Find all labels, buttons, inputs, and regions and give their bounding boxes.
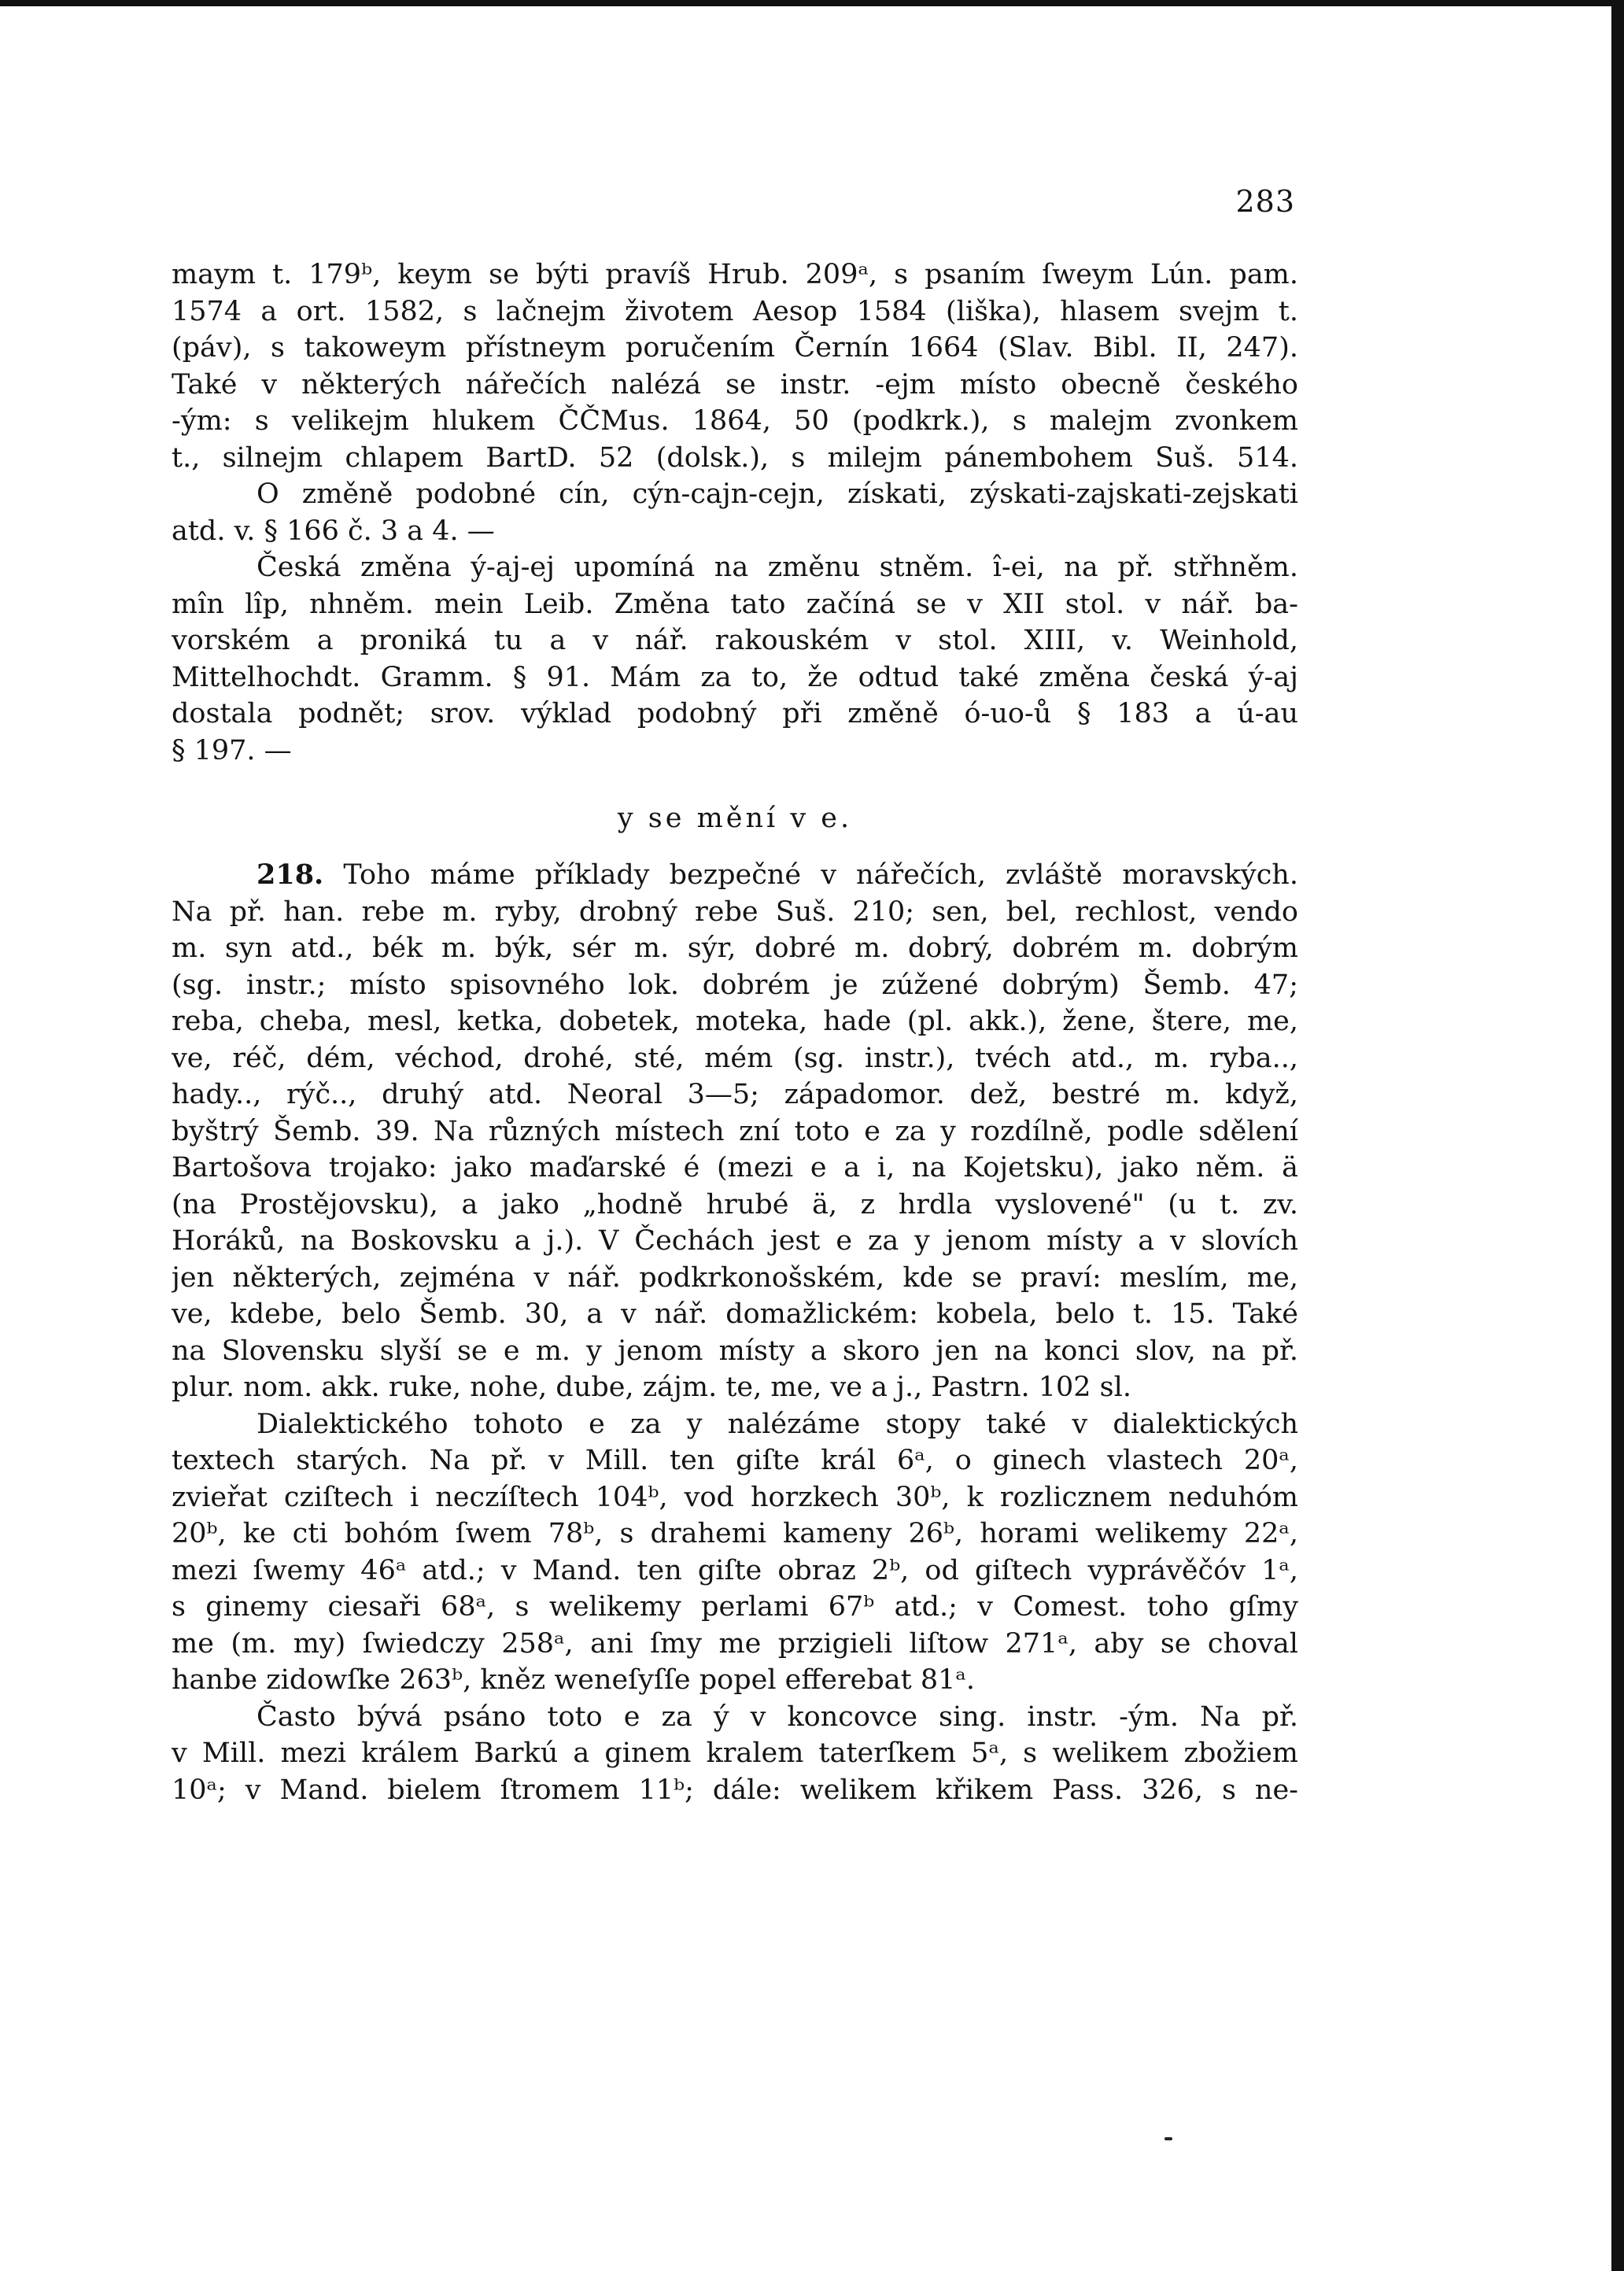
text-line: ve, kdebe, belo Šemb. 30, a v nář. domažlickém: kobela, belo t. 15. Také (172, 1298, 1298, 1330)
text-line: vorském a proniká tu a v nář. rakouském v stol. XIII, v. Weinhold, (172, 625, 1298, 656)
text-line: hady.., rýč.., druhý atd. Neoral 3—5; západomor. dež, bestré m. když, (172, 1079, 1298, 1110)
page-number: 283 (1235, 184, 1295, 219)
text-line: Dialektického tohoto e za y nalézáme stopy také v dialektických (257, 1408, 1298, 1440)
text-line: 20ᵇ, ke cti bohóm ſwem 78ᵇ, s drahemi kameny 26ᵇ, horami welikemy 22ᵃ, (172, 1518, 1298, 1549)
text-line: v Mill. mezi králem Barkú a ginem kralem taterſkem 5ᵃ, s welikem zbožiem (172, 1737, 1298, 1769)
text-line: (páv), s takoweym přístneym poručením Černín 1664 (Slav. Bibl. II, 247). (172, 332, 1298, 364)
text-line: § 197. — (172, 734, 292, 766)
scan-edge-right (1611, 0, 1624, 2271)
text-line: m. syn atd., bék m. býk, sér m. sýr, dobré m. dobrý, dobrém m. dobrým (172, 932, 1298, 964)
text-line: 10ᵃ; v Mand. bielem ſtromem 11ᵇ; dále: welikem křikem Pass. 326, s ne- (172, 1774, 1298, 1806)
text-line: Horáků, na Boskovsku a j.). V Čechách jest e za y jenom místy a v slovích (172, 1225, 1298, 1257)
section-heading: y se mění v e. (617, 803, 853, 834)
text-line: Také v některých nářečích nalézá se instr. -ejm místo obecně českého (172, 368, 1298, 401)
text-line: mîn lîp, nhněm. mein Leib. Změna tato začíná se v XII stol. v nář. ba- (172, 588, 1298, 620)
text-line: (na Prostějovsku), a jako „hodně hrubé ä, z hrdla vyslovené" (u t. zv. (172, 1188, 1298, 1220)
text-line (172, 857, 1298, 894)
text-line: jen některých, zejména v nář. podkrkonošském, kde se praví: meslím, me, (172, 1261, 1298, 1294)
text-line: maym t. 179ᵇ, keym se býti pravíš Hrub. 209ᵃ, s psaním ſweym Lún. pam. (172, 259, 1298, 290)
text-line: s ginemy ciesaři 68ᵃ, s welikemy perlami 67ᵇ atd.; v Comest. toho gſmy (172, 1591, 1298, 1623)
paragraph (172, 476, 1298, 549)
text-line: Na př. han. rebe m. ryby, drobný rebe Suš. 210; sen, bel, rechlost, vendo (172, 895, 1298, 928)
text-line: Bartošova trojako: jako maďarské é (mezi e a i, na Kojetsku), jako něm. ä (172, 1152, 1298, 1184)
text-line: Často bývá psáno toto e za ý v koncovce sing. instr. -ým. Na př. (257, 1700, 1298, 1733)
paragraph (172, 1406, 1298, 1699)
paragraph (172, 857, 1298, 1406)
text-line: reba, cheba, mesl, ketka, dobetek, moteka, hade (pl. akk.), žene, štere, me, (172, 1006, 1298, 1037)
section-first-line: Toho máme příklady bezpečné v nářečích, zvláště moravských. (343, 859, 1298, 891)
text-line: Česká změna ý-aj-ej upomíná na změnu stněm. î-ei, na př. střhněm. (257, 552, 1298, 583)
scan-edge-top (0, 0, 1624, 6)
paragraph (172, 1699, 1298, 1809)
text-line: textech starých. Na př. v Mill. ten giſte král 6ᵃ, o ginech vlastech 20ᵃ, (172, 1445, 1298, 1476)
scan-speck (1164, 2137, 1172, 2140)
text-line: t., silnejm chlapem BartD. 52 (dolsk.), s milejm pánembohem Suš. 514. (172, 441, 1298, 474)
text-line: hanbe zidowſke 263ᵇ, kněz weneſyſſe popel efferebat 81ᵃ. (172, 1664, 976, 1696)
text-line: atd. v. § 166 č. 3 a 4. — (172, 515, 495, 547)
text-line: me (m. my) ſwiedczy 258ᵃ, ani ſmy me przigieli liſtow 271ᵃ, aby se choval (172, 1627, 1298, 1660)
paragraph (172, 549, 1298, 769)
text-line: na Slovensku slyší se e m. y jenom místy a skoro jen na konci slov, na př. (172, 1335, 1298, 1367)
text-line: mezi ſwemy 46ᵃ atd.; v Mand. ten giſte obraz 2ᵇ, od giſtech vyprávěčóv 1ᵃ, (172, 1554, 1298, 1586)
text-line: dostala podnět; srov. výklad podobný při změně ó-uo-ů § 183 a ú-au (172, 698, 1298, 729)
text-line: (sg. instr.; místo spisovného lok. dobrém je zúžené dobrým) Šemb. 47; (172, 969, 1298, 1001)
text-line: plur. nom. akk. ruke, nohe, dube, zájm. te, me, ve a j., Pastrn. 102 sl. (172, 1372, 1131, 1403)
paragraph (172, 257, 1298, 476)
page-body (172, 257, 1298, 1808)
text-line: zvieřat cziſtech i neczíſtech 104ᵇ, vod horzkech 30ᵇ, k rozlicznem neduhóm (172, 1481, 1298, 1513)
text-line: Mittelhochdt. Gramm. § 91. Mám za to, že odtud také změna česká ý-aj (172, 661, 1298, 693)
text-line: ve, réč, dém, véchod, drohé, sté, mém (sg. instr.), tvéch atd., m. ryba.., (172, 1042, 1298, 1074)
text-line: 1574 a ort. 1582, s lačnejm životem Aesop 1584 (liška), hlasem svejm t. (172, 295, 1298, 327)
text-line: O změně podobné cín, cýn-cajn-cejn, získati, zýskati-zajskati-zejskati (257, 478, 1298, 510)
section-number: 218. (257, 859, 324, 891)
text-line: byštrý Šemb. 39. Na různých místech zní toto e za y rozdílně, podle sdělení (172, 1115, 1298, 1147)
text-line: -ým: s velikejm hlukem ČČMus. 1864, 50 (podkrk.), s malejm zvonkem (172, 405, 1298, 437)
